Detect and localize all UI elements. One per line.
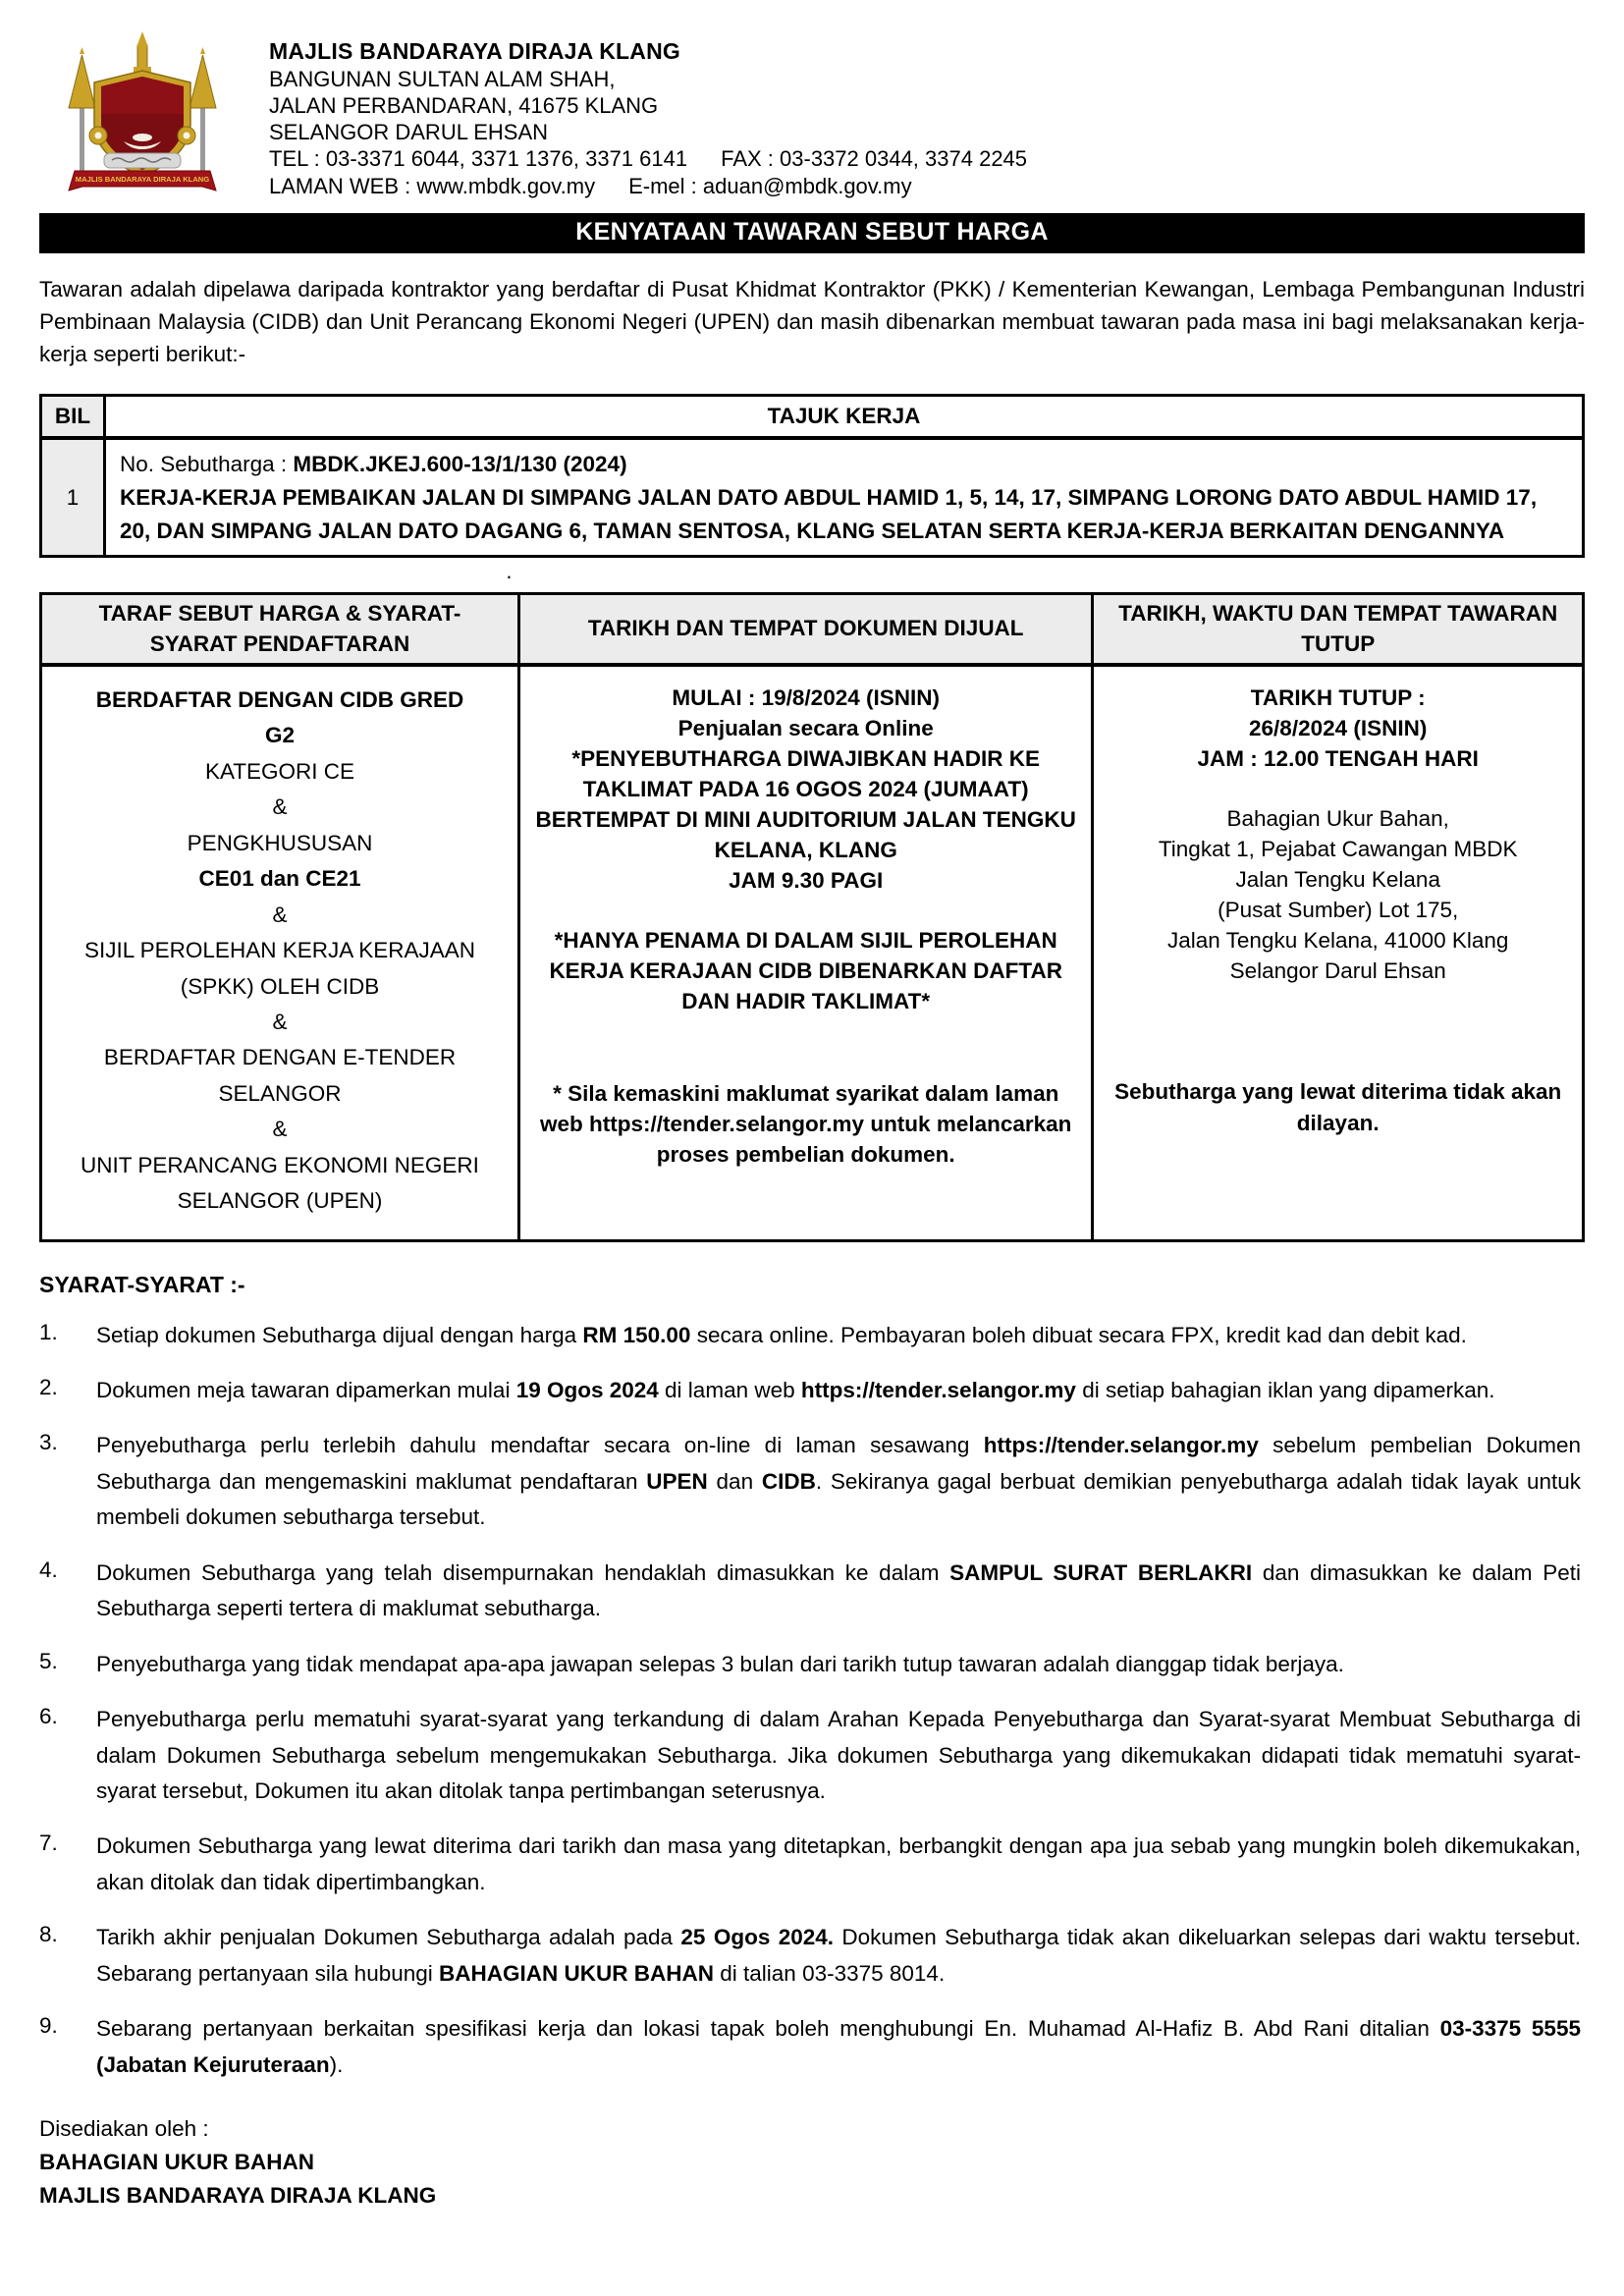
condition-text-segment: BAHAGIAN UKUR BAHAN xyxy=(439,1960,715,1986)
closing-header: TARIKH, WAKTU DAN TEMPAT TAWARAN TUTUP xyxy=(1093,594,1584,665)
condition-item xyxy=(39,1829,1585,1900)
condition-text-segment: di talian 03-3375 8014. xyxy=(714,1960,946,1986)
condition-text-segment: Setiap dokumen Sebutharga dijual dengan harga xyxy=(96,1322,583,1347)
org-name: MAJLIS BANDARAYA DIRAJA KLANG xyxy=(269,38,680,64)
condition-item xyxy=(39,1373,1585,1408)
condition-text-segment: CIDB xyxy=(761,1468,816,1494)
requirement-line: G2 xyxy=(264,723,295,748)
condition-number: 5. xyxy=(39,1648,58,1673)
closing-info-line: Jalan Tengku Kelana, 41000 Klang xyxy=(1167,928,1509,954)
closing-info-line: Tingkat 1, Pejabat Cawangan MBDK xyxy=(1158,837,1518,862)
document-sale-line: MULAI : 19/8/2024 (ISNIN) xyxy=(672,685,940,711)
condition-number: 6. xyxy=(39,1704,58,1729)
condition-item xyxy=(39,1702,1585,1809)
requirement-line: KATEGORI CE xyxy=(204,758,355,784)
condition-text-segment: ). xyxy=(329,2051,344,2077)
work-title-cell xyxy=(105,438,1584,557)
condition-text xyxy=(96,1829,1585,1900)
condition-number: 2. xyxy=(39,1375,58,1400)
condition-number: 1. xyxy=(39,1319,58,1344)
condition-text-segment: 25 Ogos 2024. xyxy=(680,1925,835,1950)
footer-organisation: MAJLIS BANDARAYA DIRAJA KLANG xyxy=(39,2182,437,2208)
condition-text-segment: RM 150.00 xyxy=(582,1322,691,1347)
document-sale-line: JAM 9.30 PAGI xyxy=(729,868,884,894)
condition-text xyxy=(96,1920,1585,1992)
condition-text-segment: dan xyxy=(707,1468,762,1494)
condition-text-segment: https://tender.selangor.my xyxy=(983,1433,1259,1458)
condition-text-segment: Penyebutharga yang tidak mendapat apa-apa jawapan selepas 3 bulan dari tarikh tutup tawaran adalah dianggap tidak berjaya. xyxy=(96,1651,1344,1676)
closing-info-line: TARIKH TUTUP : xyxy=(1250,685,1426,711)
condition-text-segment: di laman web xyxy=(658,1378,801,1403)
separator-dot: . xyxy=(506,559,513,584)
document-sale-cell xyxy=(519,665,1093,1240)
condition-text xyxy=(96,1702,1585,1809)
work-table-row xyxy=(41,438,1584,557)
requirement-line: & xyxy=(272,902,288,927)
document-sale-line: *HANYA PENAMA DI DALAM SIJIL PEROLEHAN KERJA KERAJAAN CIDB DIBENARKAN DAFTAR DAN HADIR TAKLIMAT* xyxy=(549,928,1062,1014)
document-sale-line: *PENYEBUTHARGA DIWAJIBKAN HADIR KE TAKLIMAT PADA 16 OGOS 2024 (JUMAAT) BERTEMPAT DI MINI AUDITORIUM JALAN TENGKU KELANA, KLANG xyxy=(535,746,1076,863)
condition-text xyxy=(96,1373,1585,1408)
email-text: E-mel : aduan@mbdk.gov.my xyxy=(628,173,912,198)
tel-text: TEL : 03-3371 6044, 3371 1376, 3371 6141 xyxy=(269,146,688,172)
condition-text xyxy=(96,1428,1585,1535)
condition-text-segment: Penyebutharga perlu mematuhi syarat-syarat yang terkandung di dalam Arahan Kepada Penyebutharga dan Syarat-syarat Membuat Sebutharga di dalam Dokumen Sebutharga sebelum mengemukakan Sebutharga. Jika dokumen Sebutharga yang dikemukakan didapati tidak mematuhi syarat-syarat tersebut, Dokumen itu akan ditolak tanpa pertimbangan seterusnya. xyxy=(96,1707,1581,1803)
condition-text-segment: Dokumen Sebutharga yang telah disempurnakan hendaklah dimasukkan ke dalam xyxy=(96,1559,950,1585)
quotation-number-line xyxy=(120,448,1568,481)
condition-text-segment: secara online. Pembayaran boleh dibuat secara FPX, kredit kad dan debit kad. xyxy=(690,1322,1467,1347)
closing-info-line: JAM : 12.00 TENGAH HARI xyxy=(1197,746,1479,772)
closing-info-line: (Pusat Sumber) Lot 175, xyxy=(1218,898,1459,923)
condition-number: 4. xyxy=(39,1557,58,1582)
closing-info-line: Jalan Tengku Kelana xyxy=(1235,867,1440,893)
requirement-line: SELANGOR xyxy=(218,1080,342,1106)
address-line: BANGUNAN SULTAN ALAM SHAH, xyxy=(269,66,616,91)
condition-item xyxy=(39,1556,1585,1627)
document-sale-line: Penjualan secara Online xyxy=(677,716,934,741)
condition-item xyxy=(39,1920,1585,1992)
condition-text-segment: Tarikh akhir penjualan Dokumen Sebutharga adalah pada xyxy=(96,1925,681,1950)
prepared-by-label: Disediakan oleh : xyxy=(39,2116,209,2142)
crest-ribbon xyxy=(69,171,216,191)
condition-text-segment: 19 Ogos 2024 xyxy=(515,1378,659,1403)
quotation-number-label: No. Sebutharga : xyxy=(120,452,294,477)
mbdk-crest-logo xyxy=(53,27,232,194)
requirement-line: (SPKK) OLEH CIDB xyxy=(180,973,380,999)
registration-terms-header: TARAF SEBUT HARGA & SYARAT-SYARAT PENDAFTARAN xyxy=(41,594,519,665)
condition-number: 7. xyxy=(39,1831,58,1856)
condition-text-segment: Penyebutharga perlu terlebih dahulu mendaftar secara on-line di laman sesawang xyxy=(96,1433,984,1458)
info-table-body-row xyxy=(41,665,1584,1240)
condition-text-segment: dan dimasukkan ke dalam Peti Sebutharga seperti tertera di maklumat sebutharga. xyxy=(96,1559,1581,1621)
intro-paragraph: Tawaran adalah dipelawa daripada kontraktor yang berdaftar di Pusat Khidmat Kontraktor (PKK) / Kementerian Kewangan, Lembaga Pembangunan Industri Pembinaan Malaysia (CIDB) dan Unit Perancang Ekonomi Negeri (UPEN) dan masih dibenarkan membuat tawaran pada masa ini bagi melaksanakan kerja-kerja seperti berikut:- xyxy=(39,276,1585,366)
condition-item xyxy=(39,1647,1585,1682)
condition-text xyxy=(96,1318,1585,1353)
condition-text-segment: UPEN xyxy=(646,1468,708,1494)
requirement-line: SELANGOR (UPEN) xyxy=(177,1188,383,1214)
condition-number: 9. xyxy=(39,2013,58,2039)
condition-number: 8. xyxy=(39,1922,58,1947)
conditions-list xyxy=(39,1318,1585,2083)
address-line: SELANGOR DARUL EHSAN xyxy=(269,120,549,145)
work-title-text: KERJA-KERJA PEMBAIKAN JALAN DI SIMPANG JALAN DATO ABDUL HAMID 1, 5, 14, 17, SIMPANG LORONG DATO ABDUL HAMID 17, 20, DAN SIMPANG JALAN DATO DAGANG 6, TAMAN SENTOSA, KLANG SELATAN SERTA KERJA-KERJA BERKAITAN DENGANNYA xyxy=(120,484,1538,543)
requirement-line: & xyxy=(272,1117,288,1142)
requirement-line: CE01 dan CE21 xyxy=(198,866,361,892)
condition-text-segment: Sebarang pertanyaan berkaitan spesifikasi kerja dan lokasi tapak boleh menghubungi En. Muhamad Al-Hafiz B. Abd Rani ditalian xyxy=(96,2016,1440,2042)
closing-info-line: Bahagian Ukur Bahan, xyxy=(1226,806,1449,832)
crest-scroll xyxy=(104,153,181,168)
crest-ribbon-text: MAJLIS BANDARAYA DIRAJA KLANG xyxy=(75,175,210,184)
closing-info-line: 26/8/2024 (ISNIN) xyxy=(1249,716,1428,741)
condition-number: 3. xyxy=(39,1430,58,1455)
letterhead-text xyxy=(269,27,1027,199)
crest-right-flagpole xyxy=(189,47,216,177)
phone-line xyxy=(269,145,1027,172)
requirement-line: SIJIL PEROLEHAN KERJA KERAJAAN xyxy=(83,938,476,963)
closing-info-line: Selangor Darul Ehsan xyxy=(1229,958,1446,984)
work-list-table xyxy=(39,394,1585,558)
registration-requirements-cell xyxy=(41,665,519,1240)
requirement-line: & xyxy=(272,794,288,820)
quotation-info-table xyxy=(39,592,1585,1241)
requirement-line: BERDAFTAR DENGAN E-TENDER xyxy=(103,1045,457,1070)
footer-block xyxy=(39,2112,1585,2212)
condition-text-segment: (Jabatan Kejuruteraan xyxy=(96,2051,330,2077)
work-number-cell: 1 xyxy=(41,438,105,557)
condition-item xyxy=(39,1318,1585,1353)
condition-item xyxy=(39,1428,1585,1535)
conditions-heading: SYARAT-SYARAT :- xyxy=(39,1271,245,1297)
tajuk-kerja-header: TAJUK KERJA xyxy=(105,396,1584,439)
closing-info-line: Sebutharga yang lewat diterima tidak akan dilayan. xyxy=(1114,1079,1562,1135)
address-line: JALAN PERBANDARAN, 41675 KLANG xyxy=(269,92,659,118)
requirement-line: UNIT PERANCANG EKONOMI NEGERI xyxy=(81,1152,479,1177)
quotation-number-value: MBDK.JKEJ.600-13/1/130 (2024) xyxy=(293,452,627,477)
web-line xyxy=(269,173,1027,199)
condition-text-segment: di setiap bahagian iklan yang dipamerkan. xyxy=(1075,1378,1495,1403)
condition-text-segment: https://tender.selangor.my xyxy=(800,1378,1076,1403)
condition-item xyxy=(39,2011,1585,2083)
requirement-line: PENGKHUSUSAN xyxy=(187,830,373,855)
letterhead xyxy=(53,27,1585,199)
website-text: LAMAN WEB : www.mbdk.gov.my xyxy=(269,173,596,198)
title-bar: KENYATAAN TAWARAN SEBUT HARGA xyxy=(39,213,1585,253)
condition-text-segment: . Sekiranya gagal berbuat demikian penyebutharga adalah tidak layak untuk membeli dokumen sebutharga tersebut. xyxy=(96,1468,1581,1530)
closing-info-cell xyxy=(1093,665,1584,1240)
document-sale-line: * Sila kemaskini maklumat syarikat dalam laman web https://tender.selangor.my untuk melancarkan proses pembelian dokumen. xyxy=(540,1080,1072,1167)
info-table-header-row xyxy=(41,594,1584,665)
condition-text-segment: SAMPUL SURAT BERLAKRI xyxy=(949,1559,1253,1585)
fax-text: FAX : 03-3372 0344, 3374 2245 xyxy=(721,146,1028,172)
condition-text-segment: Dokumen Sebutharga yang lewat diterima dari tarikh dan masa yang ditetapkan, berbangkit dengan apa jua sebab yang mungkin boleh dikemukakan, akan ditolak dan tidak dipertimbangkan. xyxy=(96,1833,1581,1894)
footer-department: BAHAGIAN UKUR BAHAN xyxy=(39,2149,314,2174)
document-sale-header: TARIKH DAN TEMPAT DOKUMEN DIJUAL xyxy=(519,594,1093,665)
requirement-line: & xyxy=(272,1009,288,1034)
condition-text xyxy=(96,1556,1585,1627)
crest-left-flagpole xyxy=(69,47,95,177)
condition-text xyxy=(96,2011,1585,2083)
bil-header: BIL xyxy=(41,396,105,439)
crest-minaret xyxy=(134,31,151,75)
condition-text-segment: Dokumen Sebutharga tidak akan dikeluarkan selepas dari waktu tersebut. Sebarang pertanyaan sila hubungi xyxy=(96,1925,1581,1986)
requirement-line: BERDAFTAR DENGAN CIDB GRED xyxy=(95,687,464,713)
work-table-header-row xyxy=(41,396,1584,439)
condition-text-segment: 03-3375 5555 xyxy=(1439,2016,1581,2042)
condition-text-segment: sebelum pembelian Dokumen Sebutharga dan mengemaskini maklumat pendaftaran xyxy=(96,1433,1581,1494)
condition-text-segment: Dokumen meja tawaran dipamerkan mulai xyxy=(96,1378,516,1403)
condition-text xyxy=(96,1647,1585,1682)
